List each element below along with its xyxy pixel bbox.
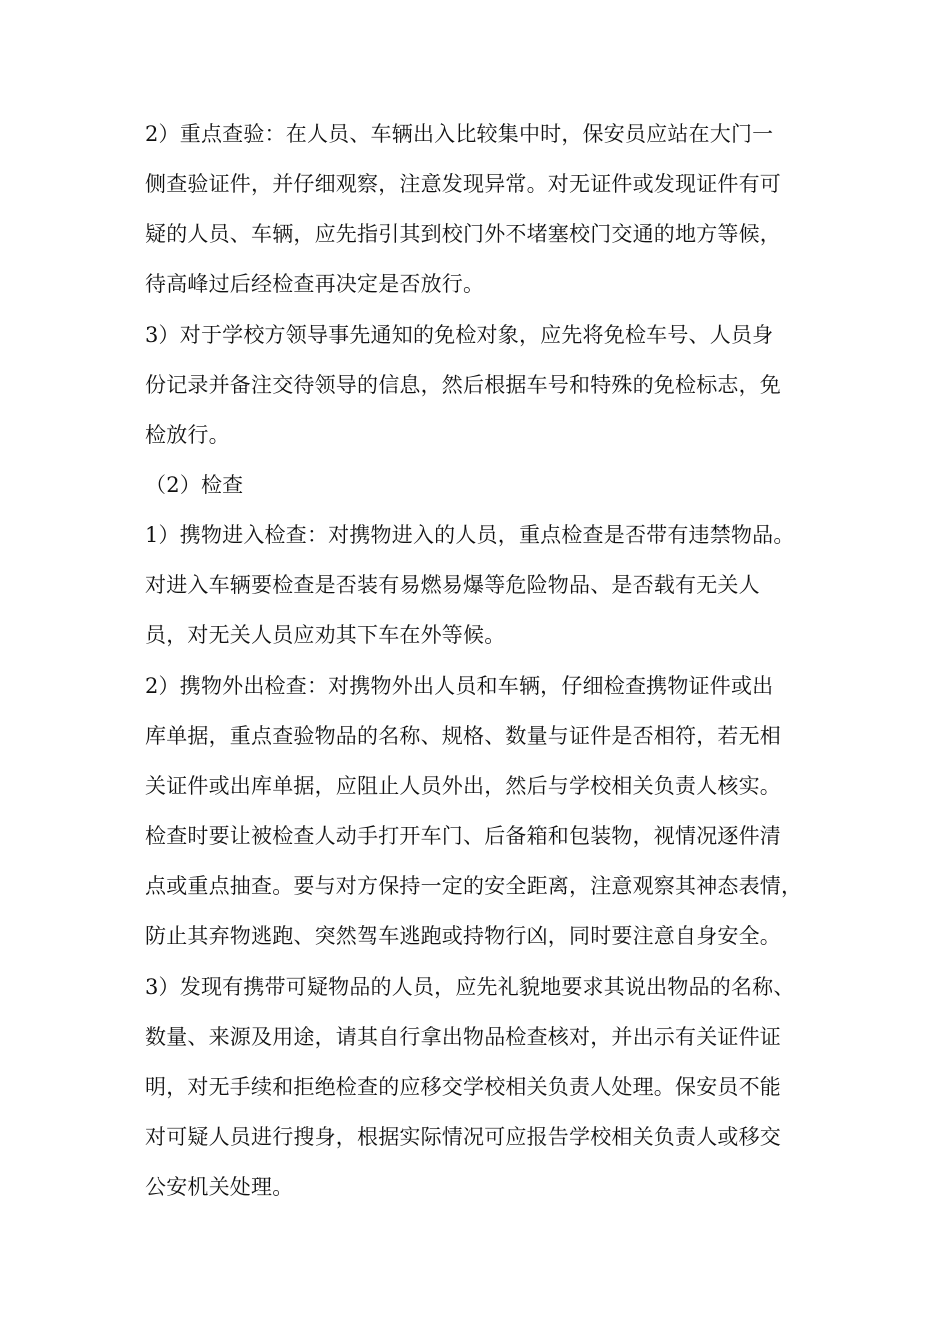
text-line: 公安机关处理。 [145,1175,294,1199]
text-line: 检查时要让被检查人动手打开车门、后备箱和包装物，视情况逐件清 [145,824,781,848]
text-line: 2）重点查验：在人员、车辆出入比较集中时，保安员应站在大门一 [145,122,774,146]
text-line: 关证件或出库单据，应阻止人员外出，然后与学校相关负责人核实。 [145,774,781,798]
text-line: 点或重点抽查。要与对方保持一定的安全距离，注意观察其神态表情， [145,874,803,898]
text-line: 对进入车辆要检查是否装有易燃易爆等危险物品、是否载有无关人 [145,573,760,597]
text-line: 数量、来源及用途，请其自行拿出物品检查核对，并出示有关证件证 [145,1025,781,1049]
text-line: 对可疑人员进行搜身，根据实际情况可应报告学校相关负责人或移交 [145,1125,781,1149]
text-line: 库单据，重点查验物品的名称、规格、数量与证件是否相符，若无相 [145,724,781,748]
text-line: 疑的人员、车辆，应先指引其到校门外不堵塞校门交通的地方等候， [145,222,781,246]
text-line: 2）携物外出检查：对携物外出人员和车辆，仔细检查携物证件或出 [145,674,774,698]
text-line: 员，对无关人员应劝其下车在外等候。 [145,623,506,647]
text-line: 明，对无手续和拒绝检查的应移交学校相关负责人处理。保安员不能 [145,1075,781,1099]
text-line: 防止其弃物逃跑、突然驾车逃跑或持物行凶，同时要注意自身安全。 [145,924,781,948]
text-line: 1）携物进入检查：对携物进入的人员，重点检查是否带有违禁物品。 [145,523,795,547]
text-line: 3）发现有携带可疑物品的人员，应先礼貌地要求其说出物品的名称、 [145,975,795,999]
section-heading: （2）检查 [145,473,244,497]
text-line: 侧查验证件，并仔细观察，注意发现异常。对无证件或发现证件有可 [145,172,781,196]
text-line: 份记录并备注交待领导的信息，然后根据车号和特殊的免检标志，免 [145,373,781,397]
text-line: 待高峰过后经检查再决定是否放行。 [145,272,485,296]
text-line: 3）对于学校方领导事先通知的免检对象，应先将免检车号、人员身 [145,323,774,347]
text-line: 检放行。 [145,423,230,447]
